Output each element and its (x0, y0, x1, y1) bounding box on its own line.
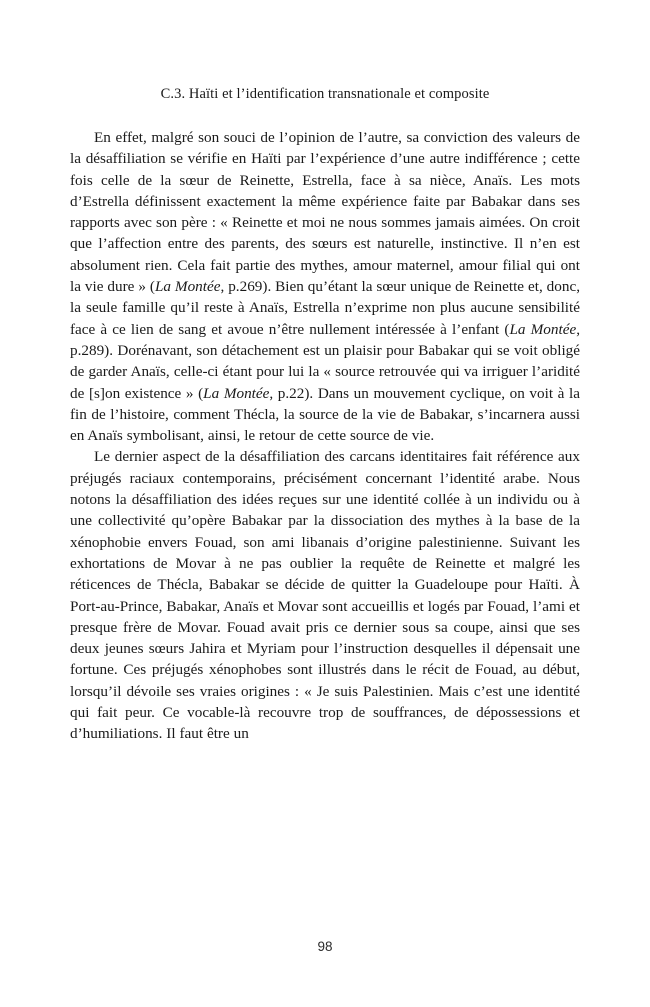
work-title: La Montée (154, 278, 221, 296)
work-title: La Montée (203, 384, 270, 402)
section-heading: C.3. Haïti et l’identification transnationale et composite (160, 86, 490, 102)
page-number: 98 (317, 939, 333, 954)
body-paragraph: Le dernier aspect de la désaffiliation des carcans identitaires fait référence aux préjugés raciaux contemporains, précisément concernant l’identité arabe. Nous notons la désaffiliation des idées reçues sur une identité collée à un individu ou à une collectivité qu’opère Babakar par la dissociation des mythes à la base de la xénophobie envers Fouad, son ami libanais d’origine palestinienne. Suivant les exhortations de Movar à ne pas oublier la requête de Reinette et malgré les réticences de Thécla, Babakar se décide de quitter la Guadeloupe pour Haïti. À Port-au-Prince, Babakar, Anaïs et Movar sont accueillis et logés par Fouad, l’ami et presque frère de Movar. Fouad avait pris ce dernier sous sa coupe, ainsi que ses deux jeunes sœurs Jahira et Myriam pour l’instruction desquelles il dépensait une fortune. Ces préjugés xénophobes sont illustrés dans le récit de Fouad, au début, lorsqu’il dévoile ses vraies origines : « Je suis Palestinien. Mais c’est une identité qui fait peur. Ce vocable-là recouvre trop de souffrances, de dépossessions et d’humiliations. Il faut être un (70, 448, 580, 743)
page-text-block (70, 84, 580, 745)
page-footer (0, 938, 650, 956)
work-title: La Montée (509, 320, 577, 338)
body-paragraph: En effet, malgré son souci de l’opinion de l’autre, sa conviction des valeurs de la désaffiliation se vérifie en Haïti par l’expérience d’une autre indifférence ; cette fois celle de la sœur de Reinette, Estrella, face à sa nièce, Anaïs. Les mots d’Estrella définissent exactement la même expérience faite par Babakar dans ses rapports avec son père : « Reinette et moi ne nous sommes jamais aimées. On croit que l’affection entre des parents, des sœurs est naturelle, instinctive. Il n’en est absolument rien. Cela fait partie des mythes, amour maternel, amour filial qui ont la vie dure » (La Montée, p.269). Bien qu’étant la sœur unique de Reinette et, donc, la seule famille qu’il reste à Anaïs, Estrella n’exprime non plus aucune sensibilité face à ce lien de sang et avoue n’être nullement intéressée à l’enfant (La Montée, p.289). Dorénavant, son détachement est un plaisir pour Babakar qui se voit obligé de garder Anaïs, celle-ci étant pour lui la « source retrouvée qui va irriguer l’aridité de [s]on existence » (La Montée, p.22). Dans un mouvement cyclique, on voit à la fin de l’histoire, comment Thécla, la source de la vie de Babakar, s’incarnera aussi en Anaïs symbolisant, ainsi, le retour de cette source de vie. (70, 129, 581, 445)
